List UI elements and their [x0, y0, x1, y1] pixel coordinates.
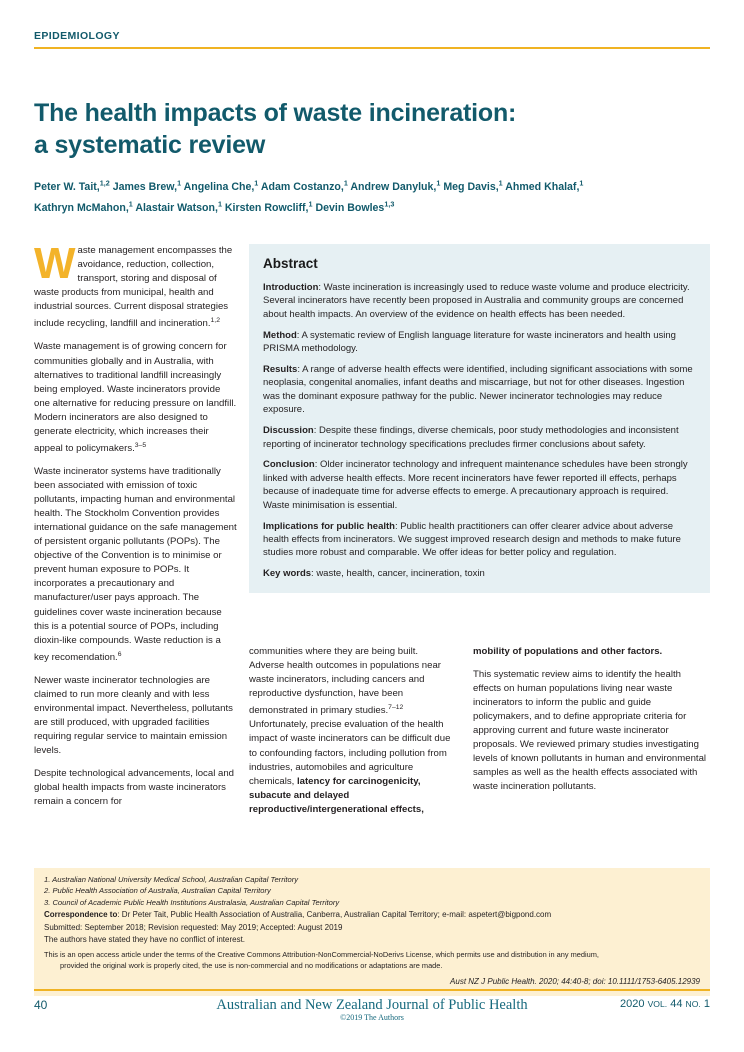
- author-affiliation-marker: 1,3: [384, 199, 395, 209]
- correspondence-line: [44, 908, 700, 921]
- abstract-section-label: Conclusion: [263, 459, 315, 471]
- correspondence-label: Correspondence to: [44, 910, 118, 920]
- paragraph-emphasis-cont: mobility of populations and other factors.: [473, 646, 663, 657]
- author-name: Kathryn McMahon,: [34, 202, 129, 215]
- correspondence-text: : Dr Peter Tait, Public Health Association of Australia, Canberra, Australian Capital Territory; e-mail: aspetert@bigpond.com: [117, 910, 552, 920]
- abstract-section-text: : Despite these findings, diverse chemicals, poor study methodologies and inconsistent reporting of incinerator technology specifications precludes firmer conclusions about safety.: [263, 425, 679, 450]
- abstract-section-text: : Public health practitioners can offer clearer advice about adverse health effects from incinerators. We suggest improved research design and methods to make future studies more robust and comparable. We offer ideas for better policy and regulation.: [263, 520, 681, 559]
- conflict-of-interest: The authors have stated they have no conflict of interest.: [44, 935, 246, 945]
- intro-paragraph-3: [34, 465, 237, 665]
- abstract-section-text: : Waste incineration is increasingly used to reduce waste volume and produce electricity. Several incinerators have recently been proposed in Australia and community groups are concerned about health impacts. An overview of the evidence on health effects has been needed.: [263, 282, 690, 320]
- abstract-section-conclusion: [263, 458, 696, 512]
- license-line-1: This is an open access article under the terms of the Creative Commons Attribution-NonCommercial-NoDerivs License, which permits use and distribution in any medium,: [44, 950, 599, 960]
- author-affiliation-marker: 1,2: [99, 178, 110, 187]
- abstract-section-method: [263, 329, 696, 356]
- submission-dates: Submitted: September 2018; Revision requested: May 2019; Accepted: August 2019: [44, 922, 343, 932]
- intro-paragraph-7: This systematic review aims to identify the health effects on human populations living near waste incinerators to inform the public and guide policymakers, and to define appropriate criteria for approving current and future waste incinerator proposals. We reviewed primary studies investigating levels of known pollutants in human and environmental samples as well as the health effects associated with waste incineration pollutants.: [473, 669, 707, 793]
- author-affiliation-marker: 1: [308, 199, 313, 209]
- abstract-section-implications: [263, 520, 696, 560]
- intro-paragraph-6-continued: [473, 645, 710, 659]
- abstract-box: [249, 244, 710, 593]
- intro-paragraph-1: [34, 239, 237, 331]
- abstract-section-discussion: [263, 424, 696, 451]
- affiliation-3: 3. Council of Academic Public Health Institutions Australasia, Australian Capital Territory: [44, 897, 340, 907]
- paragraph-text-cont: Unfortunately, precise evaluation of the health impact of waste incinerators can be difficult due to confounding factors, including pollution from industries, automobiles and agriculture chemicals,: [249, 719, 451, 787]
- copyright-notice: ©2019 The Authors: [340, 1012, 404, 1022]
- keywords-label: Key words: [263, 568, 312, 580]
- footer-no-label: NO.: [685, 998, 701, 1009]
- author-name: Angelina Che,: [183, 180, 255, 193]
- section-label: EPIDEMIOLOGY: [34, 30, 120, 42]
- abstract-section-text: : A range of adverse health effects were identified, including significant associations with some neoplasia, congenital anomalies, infant deaths and miscarriage, but not for other diseases. Ingestion was the dominant exposure pathway for the public. Newer incinerator technologies may reduce exposure.: [263, 364, 693, 416]
- footer-issue-number: 1: [700, 997, 710, 1010]
- abstract-section-label: Discussion: [263, 425, 314, 437]
- intro-paragraph-2: [34, 340, 237, 456]
- abstract-section-label: Results: [263, 364, 298, 376]
- title-line-1: The health impacts of waste incineration:: [34, 98, 517, 127]
- page-title: [34, 97, 674, 161]
- footnote-box: [34, 868, 710, 996]
- author-affiliation-marker: 1: [498, 178, 503, 187]
- abstract-heading: Abstract: [263, 256, 318, 271]
- license-line-2: provided the original work is properly cited, the use is non-commercial and no modifications or adaptations are made.: [60, 961, 443, 971]
- paragraph-text: aste management encompasses the avoidance, reduction, collection, transport, storing and disposal of waste products from municipal, health and industrial sources. Current disposal strategies include recycling, landfill and incineration.: [34, 245, 233, 330]
- abstract-section-label: Implications for public health: [263, 520, 395, 532]
- header-divider: [34, 47, 710, 49]
- abstract-section-label: Method: [263, 329, 297, 341]
- author-affiliation-marker: 1: [128, 199, 133, 209]
- abstract-section-label: Introduction: [263, 282, 319, 293]
- author-affiliation-marker: 1: [254, 178, 259, 187]
- abstract-section-text: : Older incinerator technology and infrequent maintenance schedules have been strongly linked with adverse health effects. More recent incinerators have fewer reported ill effects, perhaps because of inadequate time for adverse effects to emerge. A precautionary approach is required. Waste minimisation is essential.: [263, 459, 688, 511]
- author-list: [34, 174, 674, 217]
- footer-year: 2020: [620, 997, 648, 1010]
- author-line-1: [34, 178, 584, 193]
- body-column-right: [473, 645, 710, 794]
- intro-paragraph-4: Newer waste incinerator technologies are claimed to run more cleanly and with less environmental impact. Nevertheless, pollutants are still produced, with upgraded facilities requiring regular service to maintain emission levels.: [34, 674, 233, 757]
- running-head: [34, 30, 710, 49]
- page-footer: [34, 989, 710, 1023]
- author-name: Kirsten Rowcliff,: [224, 202, 309, 215]
- author-affiliation-marker: 1: [217, 199, 222, 209]
- author-name: Andrew Danyluk,: [350, 180, 437, 193]
- citation-ref: 7–12: [388, 704, 404, 712]
- paragraph-text: communities where they are being built. Adverse health outcomes in populations near waste incinerators, including cancers and reproductive dysfunction, have been demonstrated in primary studies.: [249, 646, 441, 717]
- footer-center-block: [34, 997, 710, 1023]
- author-affiliation-marker: 1: [343, 178, 348, 187]
- author-line-2: [34, 199, 395, 215]
- volume-issue-info: [620, 998, 710, 1010]
- footer-row: [34, 997, 710, 1023]
- paragraph-text: Waste management is of growing concern for communities globally and in Australia, with alternatives to traditional landfill increasingly being employed. Waste incinerators provide one alternative for reducing pressure on landfill. Modern incinerators are also designed to generate electricity, which increases their appeal to policymakers.: [34, 341, 237, 454]
- footer-divider: [34, 989, 710, 991]
- body-column-left: [34, 239, 237, 809]
- intro-paragraph-6: [249, 645, 452, 817]
- abstract-section-results: [263, 363, 696, 417]
- affiliation-1: 1. Australian National University Medical School, Australian Capital Territory: [44, 875, 299, 884]
- drop-cap: W: [34, 239, 76, 288]
- abstract-section-introduction: [263, 281, 696, 321]
- author-name: James Brew,: [112, 180, 178, 193]
- paragraph-text: Waste incinerator systems have traditionally been associated with emission of toxic pollutants, impacting human and environmental health. The Stockholm Convention provides international guidance on the safe management of persistent organic pollutants (POPs). The objective of the Convention is to minimise or prevent human exposure to POPs. It incorporates a precautionary and manufacturer/user pays approach. The guidelines cover waste incineration because this is a potential source of POPs, including dioxin-like compounds. Waste reduction is a key recomendation.: [34, 466, 237, 663]
- citation-ref: 6: [117, 650, 122, 658]
- author-affiliation-marker: 1: [177, 178, 182, 187]
- author-name: Meg Davis,: [443, 180, 499, 193]
- author-name: Peter W. Tait,: [34, 180, 100, 193]
- author-name: Adam Costanzo,: [260, 180, 344, 193]
- footer-vol-number: 44: [667, 997, 686, 1010]
- intro-paragraph-5: Despite technological advancements, local and global health impacts from waste incinerators remain a concern for: [34, 768, 234, 808]
- citation-ref: 1,2: [210, 317, 220, 325]
- abstract-region: [249, 244, 710, 593]
- abstract-section-text: : A systematic review of English language literature for waste incinerators and health using PRISMA methodology.: [263, 329, 676, 355]
- footer-vol-label: VOL.: [647, 998, 668, 1009]
- affiliation-2: 2. Public Health Association of Australia, Australian Capital Territory: [44, 886, 271, 896]
- page-number: 40: [34, 997, 48, 1012]
- journal-name: Australian and New Zealand Journal of Public Health: [216, 996, 528, 1013]
- author-name: Alastair Watson,: [135, 202, 218, 215]
- keywords-text: : waste, health, cancer, incineration, toxin: [311, 568, 485, 580]
- author-name: Ahmed Khalaf,: [505, 180, 580, 193]
- body-column-middle: [249, 645, 452, 817]
- author-affiliation-marker: 1: [436, 178, 441, 187]
- author-name: Devin Bowles: [315, 202, 385, 215]
- abstract-keywords: [263, 567, 696, 580]
- title-line-2: a systematic review: [34, 130, 266, 159]
- article-citation: Aust NZ J Public Health. 2020; 44:40-8; doi: 10.1111/1753-6405.12939: [450, 976, 700, 986]
- citation-ref: 3–5: [134, 441, 147, 449]
- author-affiliation-marker: 1: [579, 178, 584, 187]
- paragraph-emphasis: latency for carcinogenicity, subacute and delayed reproductive/intergenerational effects,: [249, 775, 424, 815]
